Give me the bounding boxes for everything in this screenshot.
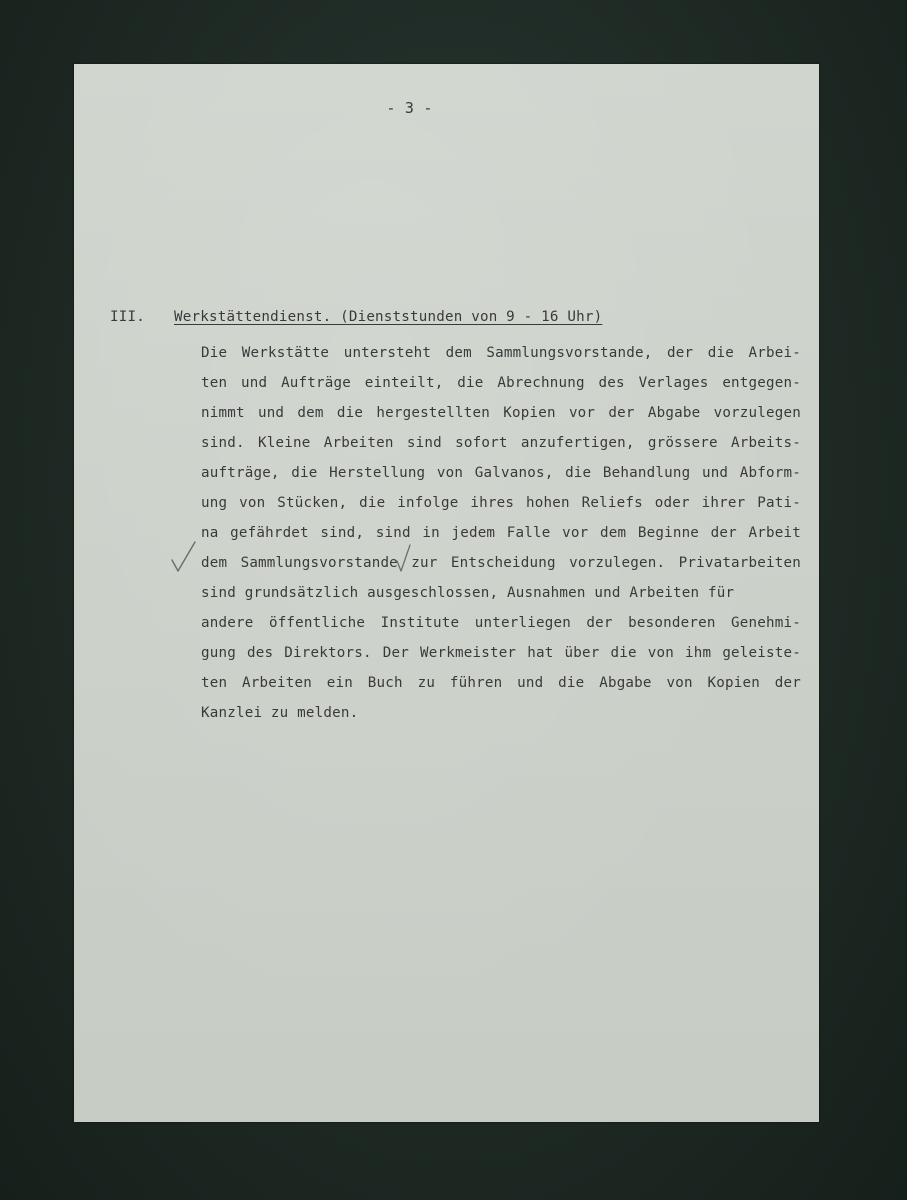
body-line: gung des Direktors. Der Werkmeister hat über die von ihm geleiste-	[201, 645, 801, 661]
body-line: Kanzlei zu melden.	[201, 705, 359, 721]
body-line: sind. Kleine Arbeiten sind sofort anzufertigen, grössere Arbeits-	[201, 435, 801, 451]
body-line: dem Sammlungsvorstande zur Entscheidung vorzulegen. Privatarbeiten	[201, 555, 801, 571]
body-line: aufträge, die Herstellung von Galvanos, die Behandlung und Abform-	[201, 465, 801, 481]
section-heading: Werkstättendienst. (Dienststunden von 9 - 16 Uhr)	[174, 309, 603, 325]
check-mark-icon	[170, 540, 198, 574]
section-body	[201, 338, 811, 728]
body-line: ten Arbeiten ein Buch zu führen und die Abgabe von Kopien der	[201, 675, 801, 691]
body-line: ten und Aufträge einteilt, die Abrechnung des Verlages entgegen-	[201, 375, 801, 391]
check-mark-icon	[396, 543, 412, 573]
body-line: ung von Stücken, die infolge ihres hohen Reliefs oder ihrer Pati-	[201, 495, 801, 511]
page-number: - 3 -	[386, 99, 433, 117]
body-line: na gefährdet sind, sind in jedem Falle vor dem Beginne der Arbeit	[201, 525, 801, 541]
body-line: Die Werkstätte untersteht dem Sammlungsvorstande, der die Arbei-	[201, 345, 801, 361]
body-line: andere öffentliche Institute unterliegen der besonderen Genehmi-	[201, 615, 801, 631]
body-line: sind grundsätzlich ausgeschlossen, Ausnahmen und Arbeiten für	[201, 585, 735, 601]
body-line: nimmt und dem die hergestellten Kopien vor der Abgabe vorzulegen	[201, 405, 801, 421]
section-numeral: III.	[110, 309, 145, 325]
